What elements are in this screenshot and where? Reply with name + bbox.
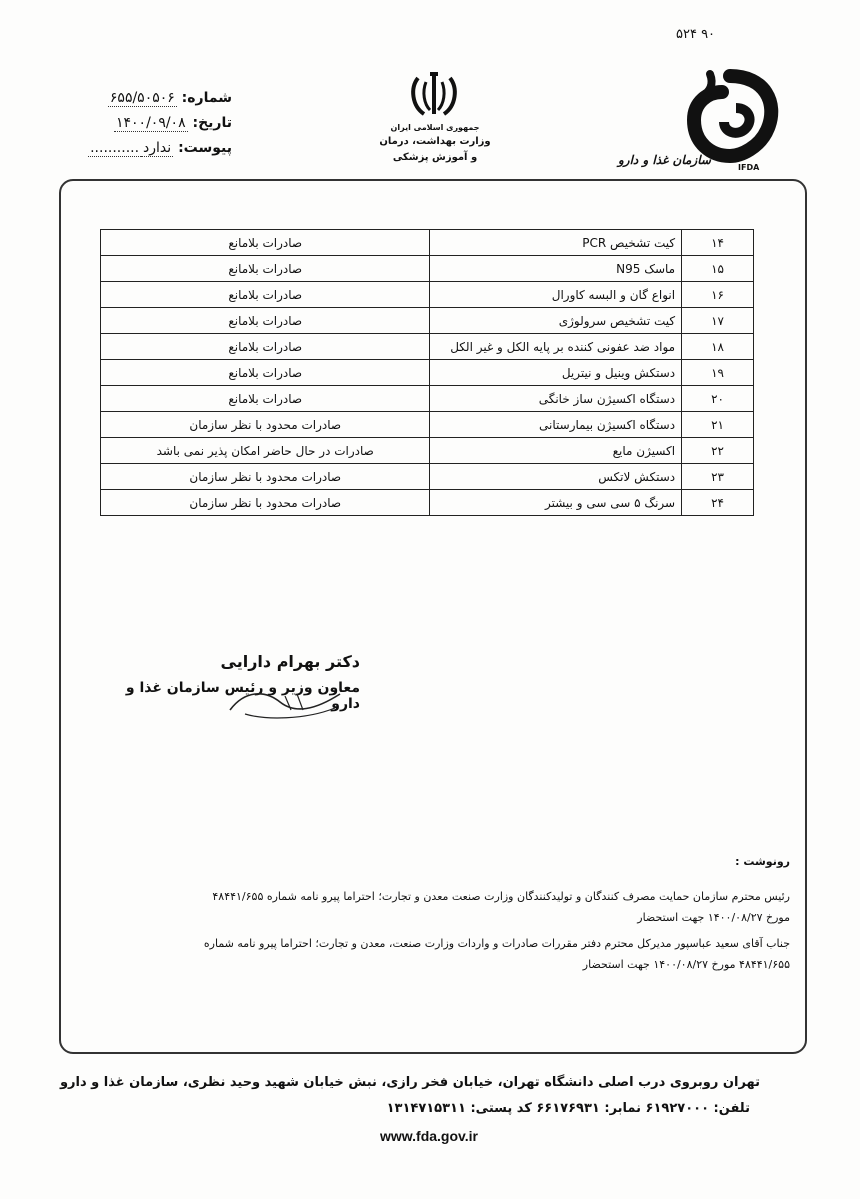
org-latin-name: IFDA <box>738 163 760 172</box>
row-number: ۱۵ <box>682 256 754 282</box>
row-number: ۱۴ <box>682 230 754 256</box>
table-row <box>101 308 754 334</box>
footer-address: تهران روبروی درب اصلی دانشگاه تهران، خیابان فخر رازی، نبش خیابان شهید وحید نظری، سازمان غذا و دارو <box>59 1075 760 1090</box>
item-name: انواع گان و البسه کاورال <box>430 282 682 308</box>
footer-phone: تلفن: ۶۱۹۲۷۰۰۰ نمابر: ۶۶۱۷۶۹۳۱ کد پستی: ۱۳۱۴۷۱۵۳۱۱ <box>386 1101 750 1116</box>
handwritten-signature <box>225 680 345 720</box>
export-status: صادرات محدود با نظر سازمان <box>101 412 430 438</box>
row-number: ۱۶ <box>682 282 754 308</box>
export-status: صادرات بلامانع <box>101 282 430 308</box>
row-number: ۱۹ <box>682 360 754 386</box>
row-number: ۱۸ <box>682 334 754 360</box>
signer-title: معاون وزیر و رئیس سازمان غذا و دارو <box>125 680 360 712</box>
letter-date-label: تاریخ: <box>192 115 232 131</box>
letter-number-value: ۶۵۵/۵۰۵۰۶ <box>109 90 175 106</box>
table-row <box>101 256 754 282</box>
item-name: مواد ضد عفونی کننده بر پایه الکل و غیر الکل <box>430 334 682 360</box>
export-status: صادرات در حال حاضر امکان پذیر نمی باشد <box>101 438 430 464</box>
item-name: سرنگ ۵ سی سی و بیشتر <box>430 490 682 516</box>
export-status: صادرات بلامانع <box>101 256 430 282</box>
table-row <box>101 230 754 256</box>
table-row <box>101 360 754 386</box>
signer-name: دکتر بهرام دارایی <box>220 652 360 671</box>
ministry-name <box>360 122 510 166</box>
row-number: ۲۳ <box>682 464 754 490</box>
item-name: دستکش لاتکس <box>430 464 682 490</box>
letter-attachment-label: پیوست: <box>178 140 232 156</box>
letter-attachment-value: ندارد <box>143 140 172 156</box>
table-row <box>101 334 754 360</box>
top-reference-mark: ۵۲۴ ۹۰ <box>676 27 716 42</box>
row-number: ۲۱ <box>682 412 754 438</box>
item-name: کیت تشخیص سرولوژی <box>430 308 682 334</box>
row-number: ۱۷ <box>682 308 754 334</box>
table-row <box>101 464 754 490</box>
copies-heading: رونوشت : <box>735 855 790 868</box>
table-row <box>101 438 754 464</box>
ministry-line-2: وزارت بهداشت، درمان <box>379 136 491 147</box>
letter-number <box>108 90 232 106</box>
copy-recipient-1-date: مورخ ۱۴۰۰/۰۸/۲۷ جهت استحضار <box>637 911 790 924</box>
letter-attachment: پیوست: ندارد........... <box>90 140 232 156</box>
row-number: ۲۲ <box>682 438 754 464</box>
item-name: ماسک N95 <box>430 256 682 282</box>
item-name: دستکش وینیل و نیتریل <box>430 360 682 386</box>
letter-number-label: شماره: <box>181 90 232 106</box>
ministry-line-1: جمهوری اسلامی ایران <box>390 123 480 132</box>
row-number: ۲۴ <box>682 490 754 516</box>
table-row <box>101 282 754 308</box>
export-status: صادرات بلامانع <box>101 334 430 360</box>
footer-website-link[interactable]: www.fda.gov.ir <box>380 1128 479 1144</box>
letter-date-value: ۱۴۰۰/۰۹/۰۸ <box>116 115 186 131</box>
export-status: صادرات محدود با نظر سازمان <box>101 490 430 516</box>
org-name: سازمان غذا و دارو <box>618 153 711 167</box>
export-status: صادرات بلامانع <box>101 230 430 256</box>
export-items-table <box>100 229 754 516</box>
table-row <box>101 490 754 516</box>
iran-emblem-icon <box>408 70 460 120</box>
export-status: صادرات بلامانع <box>101 386 430 412</box>
item-name: کیت تشخیص PCR <box>430 230 682 256</box>
item-name: اکسیژن مایع <box>430 438 682 464</box>
item-name: دستگاه اکسیژن بیمارستانی <box>430 412 682 438</box>
table-row <box>101 412 754 438</box>
copy-recipient-1: رئیس محترم سازمان حمایت مصرف کنندگان و تولیدکنندگان وزارت صنعت معدن و تجارت؛ احتراما پیرو نامه شماره ۴۸۴۴۱/۶۵۵ <box>212 890 790 903</box>
export-status: صادرات محدود با نظر سازمان <box>101 464 430 490</box>
export-status: صادرات بلامانع <box>101 308 430 334</box>
export-status: صادرات بلامانع <box>101 360 430 386</box>
copy-recipient-2: جناب آقای سعید عباسپور مدیرکل محترم دفتر مقررات صادرات و واردات وزارت صنعت، معدن و تجارت؛ احتراما پیرو نامه شماره <box>203 937 790 950</box>
item-name: دستگاه اکسیژن ساز خانگی <box>430 386 682 412</box>
letter-date <box>114 115 232 131</box>
table-row <box>101 386 754 412</box>
row-number: ۲۰ <box>682 386 754 412</box>
ministry-line-3: و آموزش پزشکی <box>392 152 478 163</box>
copy-recipient-2-date: ۴۸۴۴۱/۶۵۵ مورخ ۱۴۰۰/۰۸/۲۷ جهت استحضار <box>582 958 790 971</box>
